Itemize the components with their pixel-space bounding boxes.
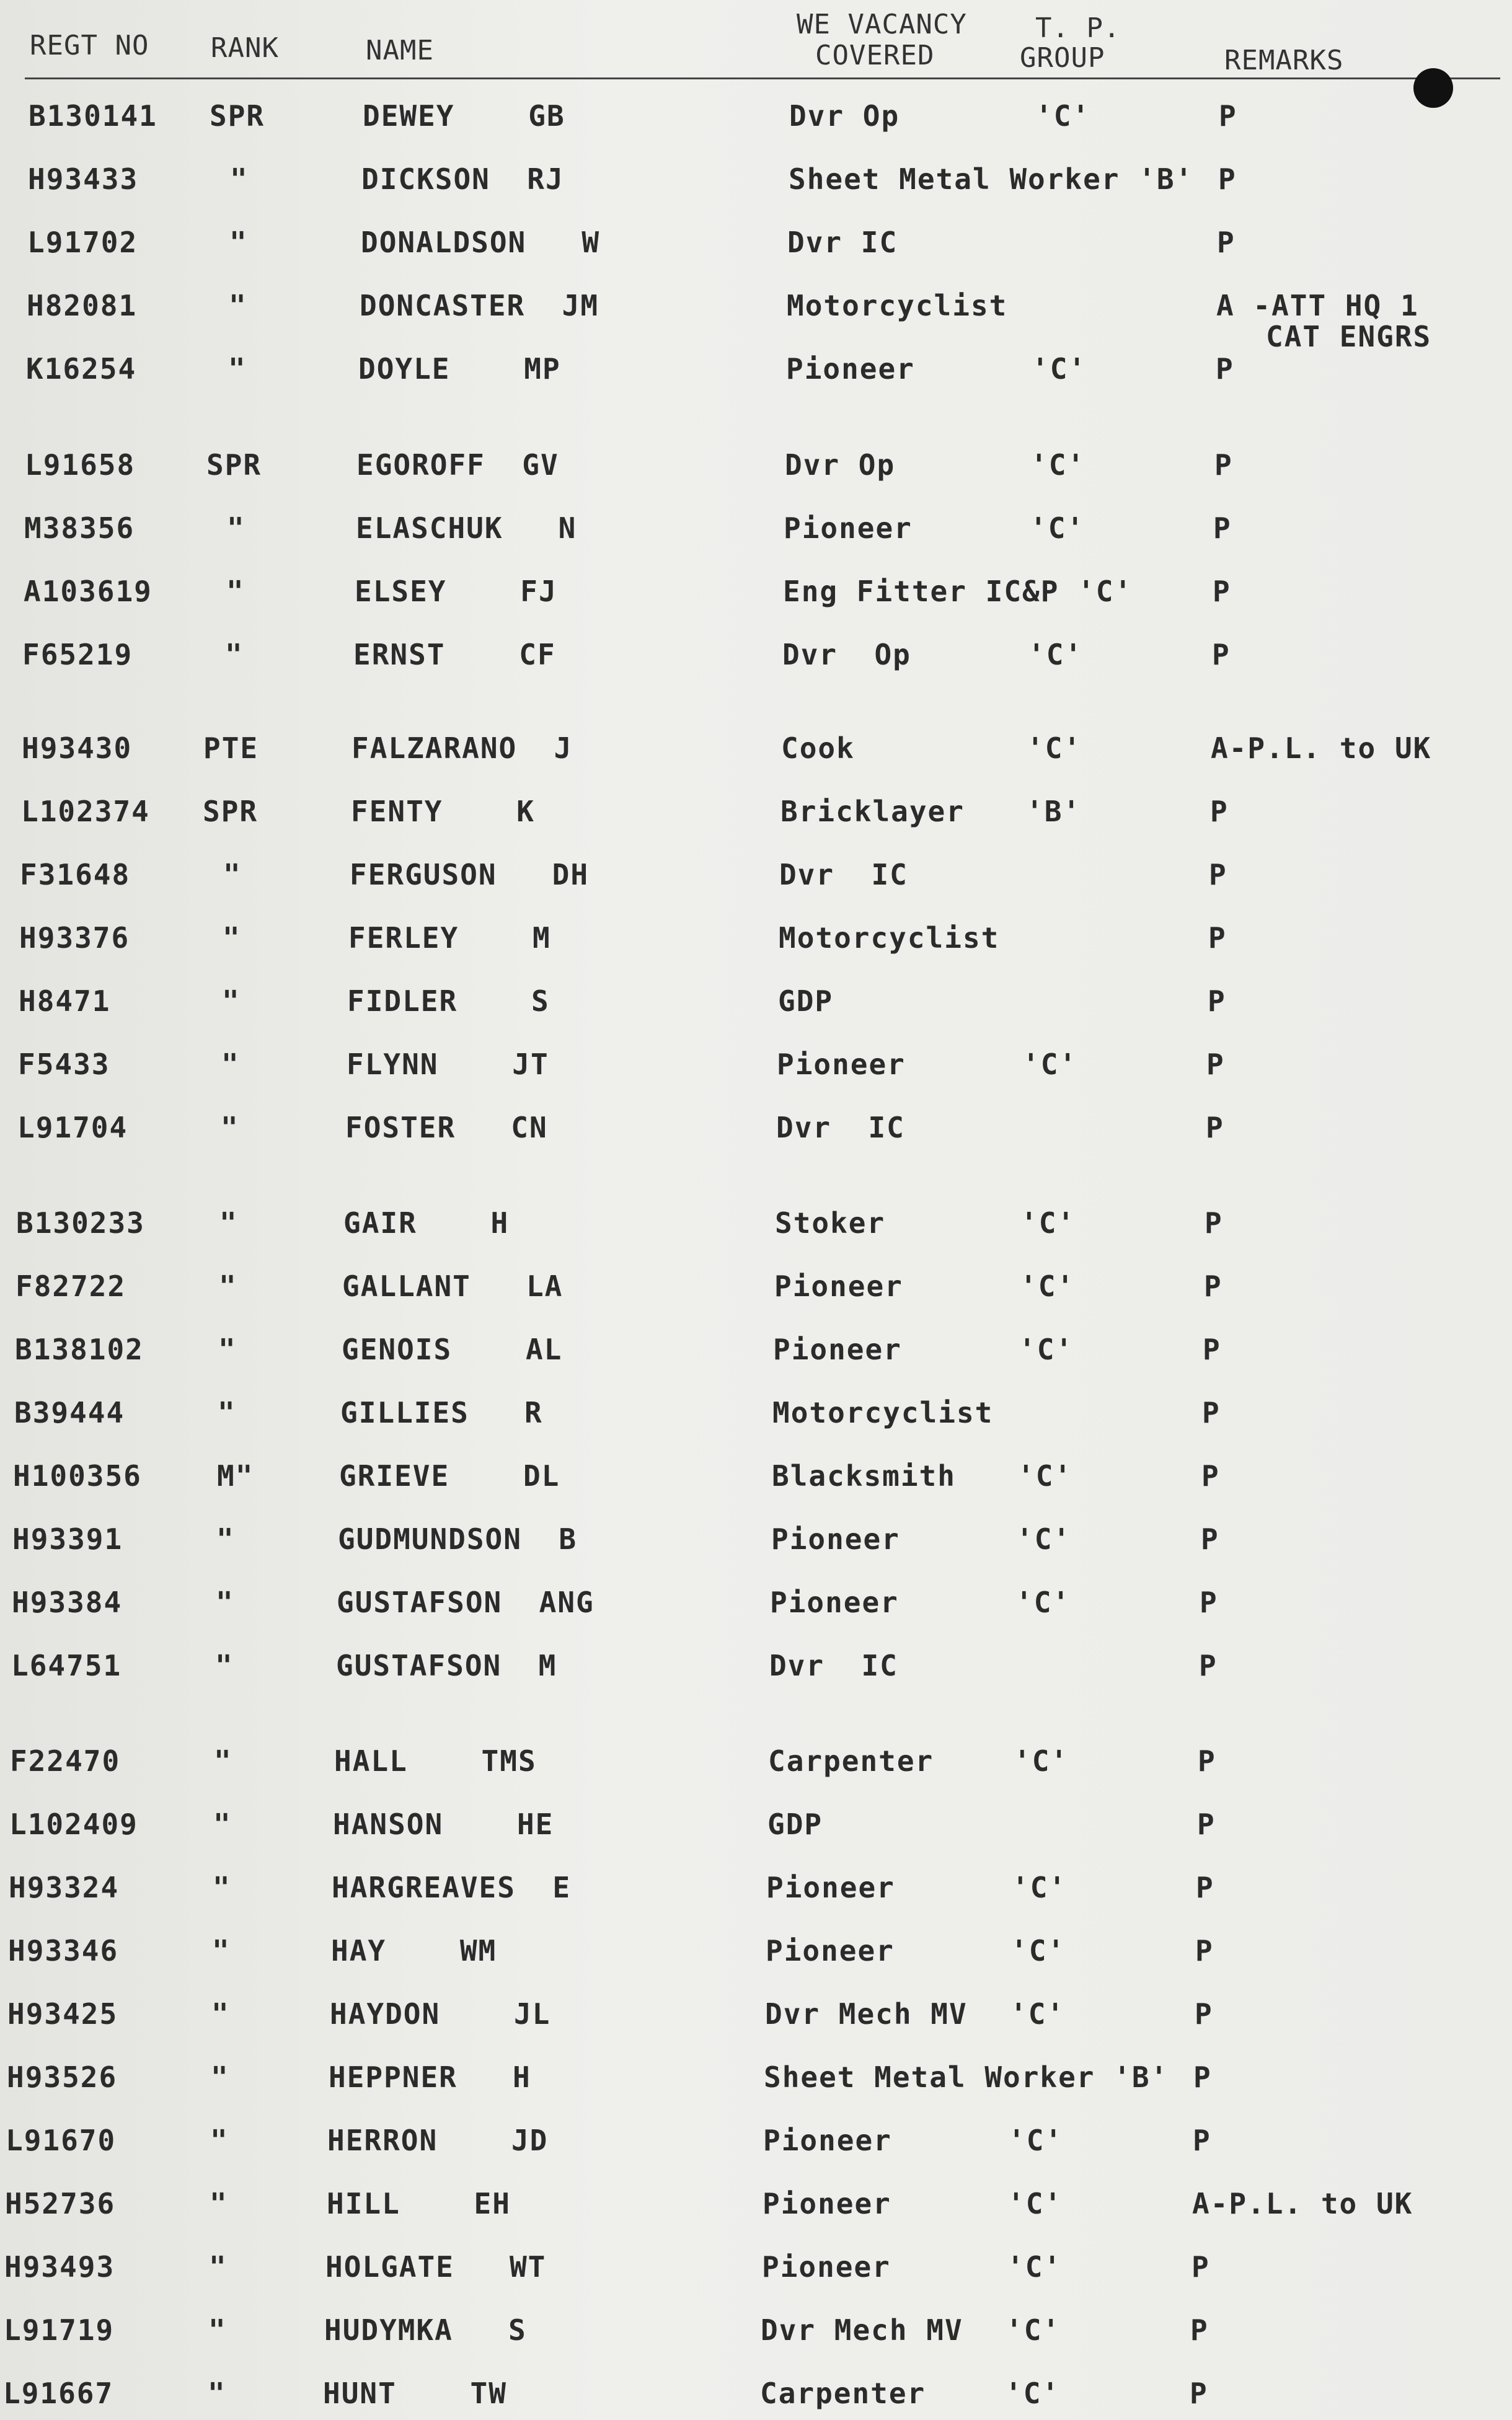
remarks: P <box>1201 1522 1219 1556</box>
table-row <box>0 1997 1512 2041</box>
rank: " <box>221 1048 240 1081</box>
rank: SPR <box>206 448 262 482</box>
rank: " <box>213 1808 232 1841</box>
remarks: P <box>1197 1808 1216 1841</box>
vacancy-covered: Dvr Mech MV <box>765 1997 968 2031</box>
table-row <box>0 2187 1512 2230</box>
soldier-name: ELASCHUK N <box>356 511 577 545</box>
remarks-continued: CAT ENGRS <box>1266 320 1432 353</box>
remarks: P <box>1208 921 1227 955</box>
table-row <box>0 1744 1512 1788</box>
remarks: P <box>1213 575 1231 608</box>
soldier-name: HERRON JD <box>327 2124 549 2157</box>
vacancy-covered: GDP <box>778 984 834 1018</box>
table-row <box>0 99 1512 143</box>
soldier-name: FALZARANO J <box>351 731 573 765</box>
table-row <box>0 1459 1512 1503</box>
remarks: P <box>1210 795 1229 828</box>
soldier-name: HARGREAVES E <box>332 1871 572 1904</box>
rank: PTE <box>203 731 259 765</box>
regt-no: F31648 <box>20 858 131 891</box>
tp-group: 'C' <box>1010 1934 1066 1967</box>
remarks: A-P.L. to UK <box>1211 731 1432 765</box>
soldier-name: DICKSON RJ <box>361 162 564 196</box>
regt-no: H93493 <box>4 2250 115 2284</box>
soldier-name: HALL TMS <box>334 1744 537 1778</box>
tp-group: 'C' <box>1032 352 1087 386</box>
tp-group: 'C' <box>1030 448 1086 482</box>
regt-no: K16254 <box>26 352 137 386</box>
regt-no: H93425 <box>7 1997 118 2031</box>
vacancy-covered: Carpenter <box>760 2377 926 2410</box>
regt-no: B130141 <box>29 99 157 133</box>
soldier-name: HAYDON JL <box>330 1997 551 2031</box>
remarks: P <box>1193 2060 1212 2094</box>
table-row <box>0 2060 1512 2104</box>
rank: " <box>219 1206 238 1240</box>
regt-no: F82722 <box>15 1270 126 1303</box>
remarks: P <box>1191 2250 1210 2284</box>
regt-no: A103619 <box>24 575 153 608</box>
tp-group: 'C' <box>1007 2250 1063 2284</box>
remarks: P <box>1206 1048 1225 1081</box>
regt-no: H93391 <box>12 1522 123 1556</box>
tp-group: 'C' <box>1016 1522 1072 1556</box>
header-rank: RANK <box>211 32 279 64</box>
table-row <box>0 2124 1512 2167</box>
remarks: P <box>1217 226 1236 259</box>
regt-no: L91658 <box>25 448 136 482</box>
vacancy-covered: Cook <box>781 731 855 765</box>
remarks: P <box>1218 162 1237 196</box>
table-row <box>0 289 1512 353</box>
remarks: P <box>1201 1459 1220 1493</box>
remarks: P <box>1212 638 1231 671</box>
soldier-name: DONCASTER JM <box>360 289 599 322</box>
table-row <box>0 226 1512 269</box>
table-row <box>0 448 1512 492</box>
vacancy-covered: Pioneer <box>784 511 913 545</box>
rank: " <box>216 1522 235 1556</box>
tp-group: 'B' <box>1026 795 1082 828</box>
remarks: P <box>1209 858 1227 891</box>
rank: " <box>230 162 249 196</box>
vacancy-covered: Sheet Metal Worker 'B' <box>789 162 1194 196</box>
tp-group: 'C' <box>1017 1459 1073 1493</box>
regt-no: L102374 <box>21 795 150 828</box>
remarks: P <box>1204 1270 1222 1303</box>
rank: " <box>218 1333 237 1366</box>
tp-group: 'C' <box>1015 1586 1071 1619</box>
tp-group: 'C' <box>1005 2377 1061 2410</box>
tp-group: 'C' <box>1020 1270 1076 1303</box>
remarks: P <box>1196 1871 1214 1904</box>
vacancy-covered: Pioneer <box>763 2124 892 2157</box>
regt-no: H93384 <box>12 1586 123 1619</box>
vacancy-covered: Motorcyclist <box>772 1396 994 1429</box>
regt-no: L91702 <box>27 226 138 259</box>
regt-no: M38356 <box>24 511 135 545</box>
soldier-name: GENOIS AL <box>342 1333 563 1366</box>
vacancy-covered: Stoker <box>775 1206 886 1240</box>
regt-no: B138102 <box>15 1333 144 1366</box>
tp-group: 'C' <box>1007 2187 1063 2220</box>
vacancy-covered: Dvr Op <box>782 638 911 671</box>
regt-no: H93346 <box>8 1934 119 1967</box>
regt-no: H82081 <box>27 289 138 322</box>
rank: " <box>222 984 241 1018</box>
header-regt-no: REGT NO <box>30 30 149 61</box>
vacancy-covered: Pioneer <box>766 1934 895 1967</box>
rank: " <box>210 2124 229 2157</box>
rank: " <box>229 226 248 259</box>
vacancy-covered: Pioneer <box>777 1048 906 1081</box>
table-row <box>0 511 1512 555</box>
soldier-name: GUSTAFSON ANG <box>337 1586 595 1619</box>
remarks: P <box>1208 984 1226 1018</box>
vacancy-covered: Dvr IC <box>779 858 908 891</box>
soldier-name: HAY WM <box>331 1934 497 1967</box>
tp-group: 'C' <box>1019 1333 1074 1366</box>
soldier-name: DONALDSON W <box>361 226 601 259</box>
header-vacancy-line2: COVERED <box>815 40 935 71</box>
vacancy-covered: Pioneer <box>774 1270 903 1303</box>
soldier-name: GAIR H <box>343 1206 510 1240</box>
table-row <box>0 1206 1512 1250</box>
regt-no: H93376 <box>19 921 130 955</box>
soldier-name: GILLIES R <box>340 1396 543 1429</box>
tp-group: 'C' <box>1014 1744 1069 1778</box>
regt-no: B39444 <box>14 1396 125 1429</box>
remarks: P <box>1193 2124 1211 2157</box>
table-row <box>0 352 1512 395</box>
vacancy-covered: Sheet Metal Worker 'B' <box>764 2060 1169 2094</box>
rank: " <box>225 638 244 671</box>
rank: " <box>214 1744 232 1778</box>
soldier-name: DEWEY GB <box>363 99 565 133</box>
regt-no: H93526 <box>7 2060 118 2094</box>
regt-no: L91704 <box>17 1111 128 1144</box>
table-row <box>0 2377 1512 2420</box>
remarks: A -ATT HQ 1 <box>1216 289 1419 322</box>
rank: " <box>208 2313 227 2347</box>
regt-no: H52736 <box>5 2187 116 2220</box>
vacancy-covered: Dvr Op <box>789 99 900 133</box>
soldier-name: HANSON HE <box>333 1808 554 1841</box>
tp-group: 'C' <box>1030 511 1085 545</box>
tp-group: 'C' <box>1010 1997 1066 2031</box>
rank: " <box>227 511 245 545</box>
regt-no: H8471 <box>19 984 111 1018</box>
table-row <box>0 575 1512 618</box>
soldier-name: HUNT TW <box>323 2377 507 2410</box>
vacancy-covered: Motorcyclist <box>779 921 1000 955</box>
soldier-name: ERNST CF <box>353 638 556 671</box>
rank: SPR <box>203 795 259 828</box>
vacancy-covered: Bricklayer <box>780 795 965 828</box>
rank: " <box>228 352 247 386</box>
remarks: P <box>1190 2377 1208 2410</box>
table-row <box>0 795 1512 838</box>
vacancy-covered: Pioneer <box>786 352 915 386</box>
soldier-name: FENTY K <box>351 795 535 828</box>
regt-no: H93430 <box>22 731 133 765</box>
table-row <box>0 858 1512 901</box>
rank: " <box>210 2187 228 2220</box>
remarks: P <box>1213 511 1232 545</box>
header-name: NAME <box>366 35 434 66</box>
soldier-name: HILL EH <box>327 2187 511 2220</box>
soldier-name: GRIEVE DL <box>339 1459 560 1493</box>
header-remarks: REMARKS <box>1224 45 1344 76</box>
regt-no: L102409 <box>9 1808 138 1841</box>
vacancy-covered: Dvr IC <box>776 1111 905 1144</box>
table-row <box>0 1522 1512 1566</box>
soldier-name: GUSTAFSON M <box>336 1649 557 1682</box>
remarks: A-P.L. to UK <box>1192 2187 1413 2220</box>
remarks: P <box>1195 1934 1214 1967</box>
rank: M" <box>217 1459 254 1493</box>
table-row <box>0 1396 1512 1439</box>
rank: " <box>211 1997 230 2031</box>
rank: " <box>223 921 241 955</box>
remarks: P <box>1198 1744 1216 1778</box>
regt-no: L64751 <box>11 1649 122 1682</box>
rank: " <box>219 1270 237 1303</box>
vacancy-covered: Dvr IC <box>769 1649 898 1682</box>
soldier-name: GUDMUNDSON B <box>338 1522 578 1556</box>
table-row <box>0 162 1512 206</box>
rank: " <box>221 1111 239 1144</box>
regt-no: L91667 <box>3 2377 114 2410</box>
rank: " <box>209 2250 228 2284</box>
remarks: P <box>1199 1649 1218 1682</box>
remarks: P <box>1190 2313 1209 2347</box>
vacancy-covered: Pioneer <box>762 2250 891 2284</box>
vacancy-covered: Eng Fitter IC&P 'C' <box>783 575 1133 608</box>
rank: " <box>211 2060 229 2094</box>
table-row <box>0 1586 1512 1629</box>
soldier-name: FIDLER S <box>347 984 550 1018</box>
tp-group: 'C' <box>1027 731 1082 765</box>
remarks: P <box>1214 448 1233 482</box>
rank: " <box>226 575 245 608</box>
rank: " <box>229 289 247 322</box>
rank: " <box>223 858 242 891</box>
tp-group: 'C' <box>1008 2124 1064 2157</box>
rank: " <box>213 1871 231 1904</box>
vacancy-covered: Dvr IC <box>787 226 898 259</box>
table-row <box>0 1333 1512 1376</box>
table-row <box>0 984 1512 1028</box>
remarks: P <box>1206 1111 1224 1144</box>
vacancy-covered: Carpenter <box>768 1744 934 1778</box>
header-vacancy-line1: WE VACANCY <box>797 9 967 40</box>
soldier-name: FLYNN JT <box>347 1048 549 1081</box>
vacancy-covered: Pioneer <box>763 2187 891 2220</box>
vacancy-covered: Pioneer <box>773 1333 902 1366</box>
soldier-name: FERGUSON DH <box>350 858 590 891</box>
tp-group: 'C' <box>1012 1871 1068 1904</box>
rank: " <box>208 2377 226 2410</box>
soldier-name: HEPPNER H <box>329 2060 531 2094</box>
tp-group: 'C' <box>1028 638 1084 671</box>
vacancy-covered: Dvr Op <box>785 448 896 482</box>
regt-no: L91670 <box>6 2124 117 2157</box>
soldier-name: GALLANT LA <box>342 1270 564 1303</box>
header-tp-line2: GROUP <box>1020 42 1105 74</box>
vacancy-covered: Motorcyclist <box>787 289 1008 322</box>
soldier-name: HOLGATE WT <box>325 2250 547 2284</box>
regt-no: F5433 <box>18 1048 110 1081</box>
regt-no: H93324 <box>9 1871 120 1904</box>
remarks: P <box>1200 1586 1218 1619</box>
remarks: P <box>1216 352 1234 386</box>
remarks: P <box>1202 1396 1221 1429</box>
remarks: P <box>1195 1997 1213 2031</box>
remarks: P <box>1203 1333 1221 1366</box>
vacancy-covered: Dvr Mech MV <box>761 2313 963 2347</box>
table-row <box>0 1048 1512 1091</box>
regt-no: F22470 <box>10 1744 121 1778</box>
tp-group: 'C' <box>1020 1206 1076 1240</box>
soldier-name: ELSEY FJ <box>355 575 557 608</box>
tp-group: 'C' <box>1006 2313 1061 2347</box>
regt-no: L91719 <box>4 2313 115 2347</box>
regt-no: B130233 <box>16 1206 145 1240</box>
vacancy-covered: Pioneer <box>766 1871 895 1904</box>
regt-no: H100356 <box>13 1459 142 1493</box>
soldier-name: DOYLE MP <box>358 352 561 386</box>
table-row <box>0 1111 1512 1154</box>
soldier-name: FERLEY M <box>348 921 551 955</box>
rank: " <box>218 1396 236 1429</box>
vacancy-covered: Pioneer <box>770 1586 899 1619</box>
remarks: P <box>1205 1206 1223 1240</box>
rank: " <box>212 1934 231 1967</box>
remarks: P <box>1219 99 1237 133</box>
table-row <box>0 1871 1512 1914</box>
rank: SPR <box>210 99 265 133</box>
vacancy-covered: GDP <box>767 1808 823 1841</box>
soldier-name: FOSTER CN <box>345 1111 548 1144</box>
regt-no: H93433 <box>28 162 139 196</box>
vacancy-covered: Blacksmith <box>772 1459 956 1493</box>
soldier-name: EGOROFF GV <box>356 448 559 482</box>
rank: " <box>215 1649 234 1682</box>
soldier-name: HUDYMKA S <box>324 2313 527 2347</box>
rank: " <box>216 1586 234 1619</box>
table-row <box>0 1934 1512 1977</box>
tp-group: 'C' <box>1022 1048 1078 1081</box>
table-row <box>0 1808 1512 1851</box>
table-row <box>0 638 1512 681</box>
tp-group: 'C' <box>1035 99 1091 133</box>
table-row <box>0 1649 1512 1692</box>
table-row <box>0 2313 1512 2357</box>
table-row <box>0 921 1512 965</box>
table-row <box>0 1270 1512 1313</box>
vacancy-covered: Pioneer <box>771 1522 900 1556</box>
table-row <box>0 2250 1512 2294</box>
table-row <box>0 731 1512 775</box>
regt-no: F65219 <box>22 638 133 671</box>
header-tp-line1: T. P. <box>1035 12 1121 44</box>
